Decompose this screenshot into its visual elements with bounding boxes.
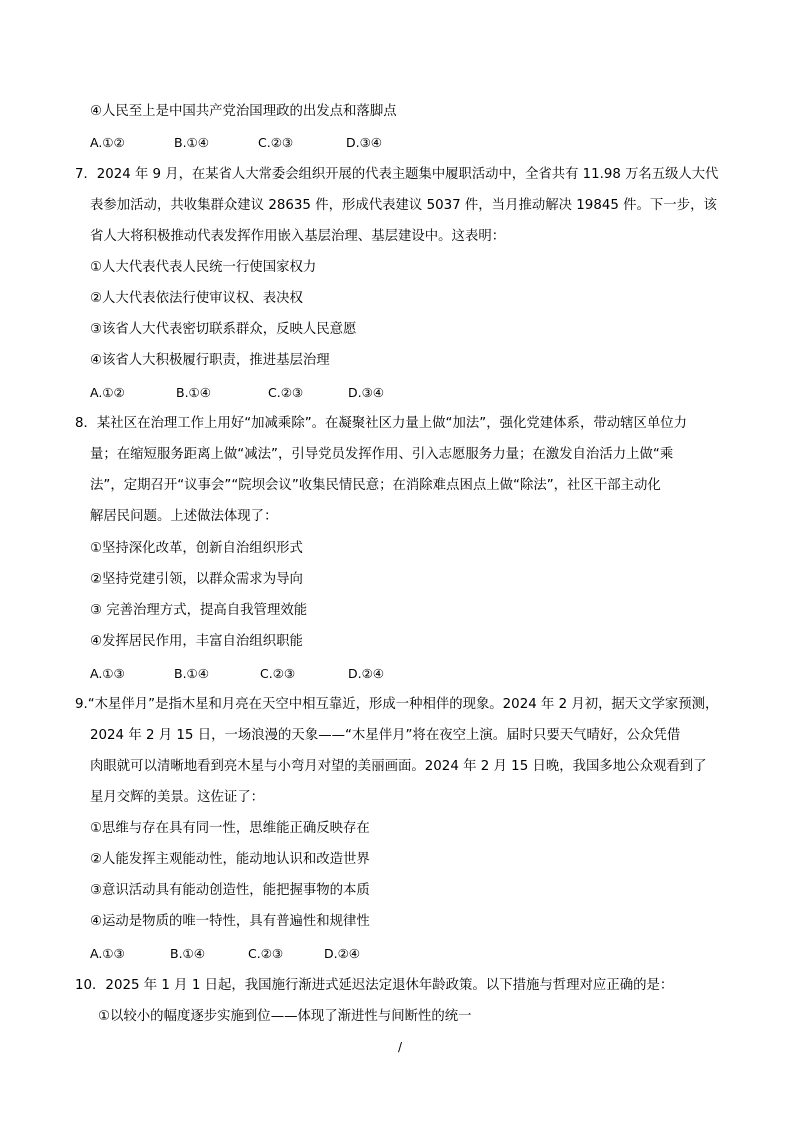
question-8-line-3: 法”，定期召开“议事会”“院坝会议”收集民情民意；在消除难点困点上做“除法”，社区干部主动化 [90,478,661,493]
question-8-line-4: 解居民问题。上述做法体现了： [90,509,278,524]
question-7-line-1: 7．2024 年 9 月，在某省人大常委会组织开展的代表主题集中履职活动中，全省共有 11.98 万名五级人大代 [75,167,719,182]
option-c: C.②③ [258,135,294,150]
option-a: A.①③ [90,666,125,681]
question-9-line-4: 星月交辉的美景。这佐证了： [90,790,265,805]
question-10-line-1: 10．2025 年 1 月 1 日起，我国施行渐进式延迟法定退休年龄政策。以下措施与哲理对应正确的是： [75,978,674,993]
statement: ④该省人大积极履行职责，推进基层治理 [90,353,330,368]
page-marker: / [398,1040,403,1054]
option-c: C.②③ [248,946,284,961]
option-b: B.①④ [170,946,205,961]
option-d: D.②④ [324,946,361,961]
question-9-line-1: 9.“木星伴月”是指木星和月亮在天空中相互靠近，形成一种相伴的现象。2024 年 2 月初，据天文学家预测， [75,697,719,712]
question-7-line-3: 省人大将积极推动代表发挥作用嵌入基层治理、基层建设中。这表明： [90,229,506,244]
statement: ④人民至上是中国共产党治国理政的出发点和落脚点 [90,104,397,119]
option-b: B.①④ [174,666,209,681]
question-7-line-2: 表参加活动，共收集群众建议 28635 件，形成代表建议 5037 件，当月推动解决 19845 件。下一步，该 [90,198,717,213]
statement: ③该省人大代表密切联系群众，反映人民意愿 [90,322,357,337]
statement: ④发挥居民作用，丰富自治组织职能 [90,634,303,649]
option-d: D.③④ [348,385,385,400]
statement: ②坚持党建引领，以群众需求为导向 [90,572,303,587]
statement: ③意识活动具有能动创造性，能把握事物的本质 [90,883,370,898]
question-9-line-3: 肉眼就可以清晰地看到亮木星与小弯月对望的美丽画面。2024 年 2 月 15 日晚，我国多地公众观看到了 [90,759,707,774]
question-9-line-2: 2024 年 2 月 15 日，一场浪漫的天象——“木星伴月”将在夜空上演。届时只要天气晴好，公众凭借 [90,728,681,743]
statement: ①人大代表代表人民统一行使国家权力 [90,260,317,275]
option-a: A.①② [90,135,125,150]
statement: ①以较小的幅度逐步实施到位——体现了渐进性与间断性的统一 [98,1009,472,1024]
option-d: D.③④ [346,135,383,150]
statement: ②人能发挥主观能动性，能动地认识和改造世界 [90,852,370,867]
statement: ②人大代表依法行使审议权、表决权 [90,291,303,306]
option-c: C.②③ [268,385,304,400]
statement: ①思维与存在具有同一性，思维能正确反映存在 [90,821,370,836]
option-c: C.②③ [260,666,296,681]
question-8-line-1: 8．某社区在治理工作上用好“加减乘除”。在凝聚社区力量上做“加法”，强化党建体系，带动辖区单位力 [75,416,688,431]
statement: ④运动是物质的唯一特性，具有普遍性和规律性 [90,914,370,929]
option-a: A.①③ [90,946,125,961]
option-b: B.①④ [176,385,211,400]
statement: ①坚持深化改革，创新自治组织形式 [90,541,303,556]
option-b: B.①④ [174,135,209,150]
question-8-line-2: 量；在缩短服务距离上做“减法”，引导党员发挥作用、引入志愿服务力量；在激发自治活力上做“乘 [90,447,674,462]
statement: ③ 完善治理方式，提高自我管理效能 [90,603,308,618]
option-d: D.②④ [348,666,385,681]
option-a: A.①② [90,385,125,400]
